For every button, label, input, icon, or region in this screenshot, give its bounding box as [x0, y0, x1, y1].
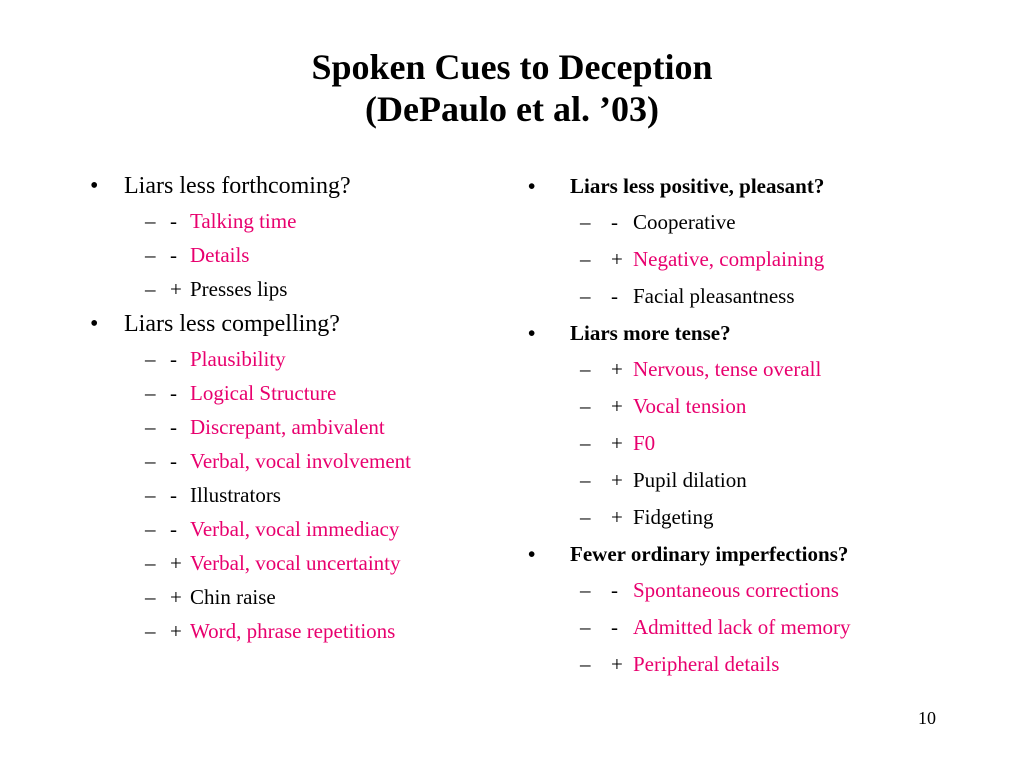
sub-item [528, 351, 998, 388]
sub-item-text: Peripheral details [633, 652, 780, 676]
sub-item [528, 499, 998, 536]
dash-icon: – [580, 615, 591, 639]
sign-indicator: - [611, 210, 618, 234]
sub-item [528, 609, 998, 646]
bullet-dot-icon: • [528, 542, 536, 566]
bullet-heading [528, 536, 998, 572]
dash-icon: – [145, 243, 156, 267]
sub-item [528, 646, 998, 683]
dash-icon: – [580, 210, 591, 234]
sub-item-text: Logical Structure [190, 381, 337, 405]
sign-indicator: + [611, 652, 623, 676]
dash-icon: – [580, 284, 591, 308]
sub-item-text: Negative, complaining [633, 247, 825, 271]
sub-item-text: Talking time [190, 209, 297, 233]
dash-icon: – [580, 505, 591, 529]
dash-icon: – [145, 347, 156, 371]
dash-icon: – [145, 449, 156, 473]
sign-indicator: + [170, 619, 182, 643]
sub-item-text: Word, phrase repetitions [190, 619, 396, 643]
dash-icon: – [145, 551, 156, 575]
left-column [90, 168, 510, 648]
sub-item-text: Cooperative [633, 210, 736, 234]
sign-indicator: - [170, 483, 177, 507]
sub-item [90, 272, 510, 306]
sub-item-text: Plausibility [190, 347, 286, 371]
sub-item-text: Verbal, vocal immediacy [190, 517, 400, 541]
sub-item-text: Presses lips [190, 277, 288, 301]
sub-item [90, 204, 510, 238]
sub-item-text: Illustrators [190, 483, 281, 507]
sign-indicator: - [611, 284, 618, 308]
bullet-heading-text: Liars less positive, pleasant? [570, 174, 825, 198]
sub-item-text: Nervous, tense overall [633, 357, 822, 381]
dash-icon: – [145, 619, 156, 643]
dash-icon: – [145, 483, 156, 507]
sign-indicator: + [611, 431, 623, 455]
dash-icon: – [580, 652, 591, 676]
sub-item [528, 278, 998, 315]
sub-item-text: Details [190, 243, 250, 267]
dash-icon: – [145, 517, 156, 541]
dash-icon: – [145, 415, 156, 439]
sub-item [90, 238, 510, 272]
sub-item [528, 241, 998, 278]
sign-indicator: - [170, 449, 177, 473]
bullet-heading-text: Liars less compelling? [124, 311, 340, 337]
sub-item-text: Fidgeting [633, 505, 714, 529]
title-line-2: (DePaulo et al. ’03) [365, 89, 659, 129]
right-column [528, 168, 998, 683]
sub-item [90, 478, 510, 512]
sub-item-text: Pupil dilation [633, 468, 747, 492]
title-line-1: Spoken Cues to Deception [311, 47, 713, 87]
dash-icon: – [580, 247, 591, 271]
bullet-dot-icon: • [90, 311, 99, 337]
sub-item [528, 572, 998, 609]
bullet-heading [90, 168, 510, 204]
sign-indicator: + [170, 585, 182, 609]
sub-item [90, 580, 510, 614]
sub-item [90, 614, 510, 648]
bullet-heading [528, 168, 998, 204]
dash-icon: – [580, 468, 591, 492]
sign-indicator: - [170, 243, 177, 267]
dash-icon: – [145, 381, 156, 405]
sub-item [528, 425, 998, 462]
dash-icon: – [580, 394, 591, 418]
sub-item [528, 204, 998, 241]
sign-indicator: - [611, 615, 618, 639]
sub-item [528, 462, 998, 499]
sub-item-text: Spontaneous corrections [633, 578, 839, 602]
sub-item-text: Chin raise [190, 585, 276, 609]
sign-indicator: + [170, 551, 182, 575]
dash-icon: – [580, 431, 591, 455]
dash-icon: – [145, 209, 156, 233]
sign-indicator: + [170, 277, 182, 301]
sub-item [90, 546, 510, 580]
sign-indicator: - [170, 347, 177, 371]
dash-icon: – [145, 585, 156, 609]
bullet-heading [528, 315, 998, 351]
sign-indicator: + [611, 357, 623, 381]
sign-indicator: - [170, 209, 177, 233]
sign-indicator: + [611, 505, 623, 529]
bullet-heading [90, 306, 510, 342]
sign-indicator: - [170, 415, 177, 439]
sub-item [528, 388, 998, 425]
sign-indicator: + [611, 394, 623, 418]
bullet-dot-icon: • [528, 174, 536, 198]
dash-icon: – [580, 578, 591, 602]
dash-icon: – [580, 357, 591, 381]
sign-indicator: - [170, 517, 177, 541]
sub-item [90, 410, 510, 444]
sub-item-text: Admitted lack of memory [633, 615, 851, 639]
page-number: 10 [918, 708, 936, 728]
bullet-dot-icon: • [90, 173, 99, 199]
bullet-heading-text: Fewer ordinary imperfections? [570, 542, 849, 566]
sign-indicator: + [611, 247, 623, 271]
bullet-heading-text: Liars more tense? [570, 321, 731, 345]
slide-title [0, 46, 1024, 130]
sub-item [90, 512, 510, 546]
sub-item [90, 342, 510, 376]
sub-item-text: Vocal tension [633, 394, 747, 418]
sub-item-text: F0 [633, 431, 656, 455]
sign-indicator: + [611, 468, 623, 492]
sub-item [90, 444, 510, 478]
sub-item [90, 376, 510, 410]
sign-indicator: - [170, 381, 177, 405]
sub-item-text: Verbal, vocal involvement [190, 449, 412, 473]
bullet-dot-icon: • [528, 321, 536, 345]
dash-icon: – [145, 277, 156, 301]
sub-item-text: Discrepant, ambivalent [190, 415, 385, 439]
sub-item-text: Verbal, vocal uncertainty [190, 551, 401, 575]
sub-item-text: Facial pleasantness [633, 284, 795, 308]
sign-indicator: - [611, 578, 618, 602]
bullet-heading-text: Liars less forthcoming? [124, 173, 351, 199]
